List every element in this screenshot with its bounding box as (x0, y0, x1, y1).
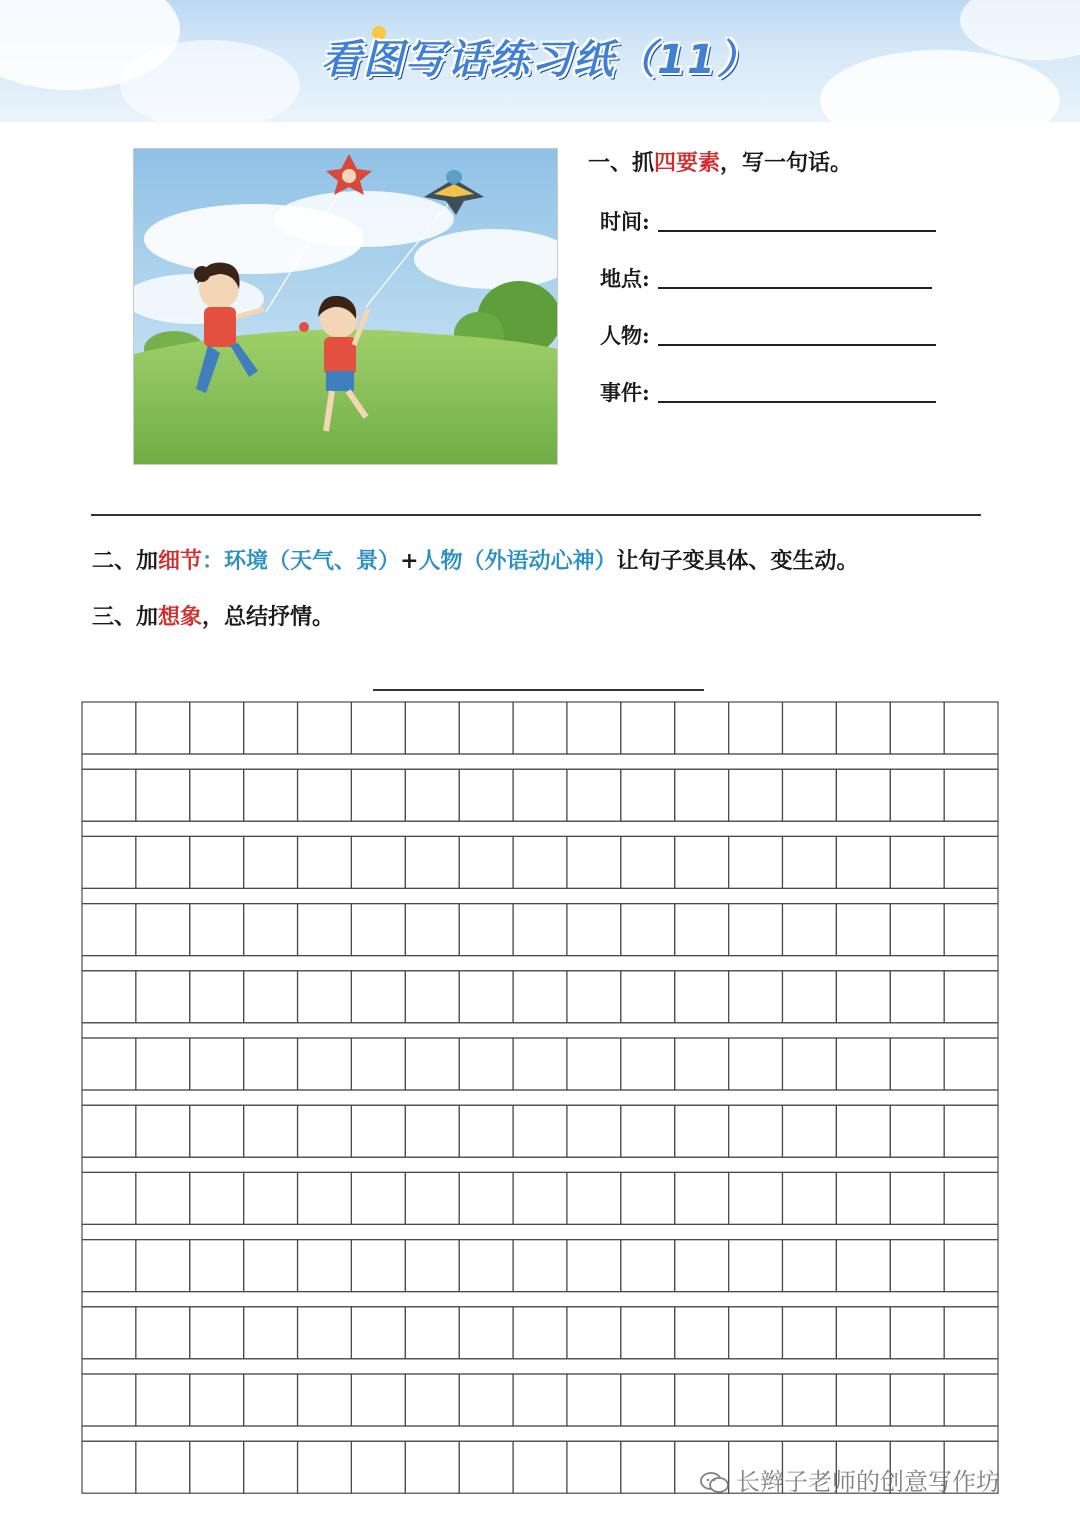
grid-cell[interactable] (136, 1172, 190, 1224)
grid-cell[interactable] (405, 702, 459, 754)
grid-cell[interactable] (890, 1307, 944, 1359)
grid-row-gap (82, 1426, 998, 1441)
grid-cell[interactable] (944, 769, 998, 821)
grid-cell[interactable] (782, 1240, 836, 1292)
grid-cell[interactable] (82, 769, 136, 821)
grid-cell[interactable] (298, 1240, 352, 1292)
grid-cell[interactable] (298, 1038, 352, 1090)
grid-cell[interactable] (675, 904, 729, 956)
field-label: 时间: (600, 209, 650, 234)
watermark-text: 长辫子老师的创意写作坊 (736, 1468, 1000, 1496)
task2-colon: ： (202, 548, 225, 574)
grid-cell[interactable] (82, 1374, 136, 1426)
grid-cell[interactable] (190, 1240, 244, 1292)
grid-cell[interactable] (513, 1105, 567, 1157)
grid-cell[interactable] (944, 1240, 998, 1292)
grid-cell[interactable] (782, 1374, 836, 1426)
grid-cell[interactable] (890, 1038, 944, 1090)
grid-cell[interactable] (351, 1038, 405, 1090)
grid-cell[interactable] (82, 1172, 136, 1224)
grid-cell[interactable] (82, 836, 136, 888)
grid-cell[interactable] (244, 1307, 298, 1359)
grid-cell[interactable] (782, 1038, 836, 1090)
grid-cell[interactable] (190, 1441, 244, 1493)
grid-cell[interactable] (244, 769, 298, 821)
grid-cell[interactable] (351, 1374, 405, 1426)
grid-cell[interactable] (729, 769, 783, 821)
grid-cell[interactable] (890, 1172, 944, 1224)
grid-cell[interactable] (782, 702, 836, 754)
grid-cell[interactable] (944, 702, 998, 754)
grid-row-gap (82, 821, 998, 836)
grid-cell[interactable] (298, 904, 352, 956)
grid-cell[interactable] (298, 1307, 352, 1359)
grid-cell[interactable] (136, 1441, 190, 1493)
grid-cell[interactable] (513, 1240, 567, 1292)
grid-cell[interactable] (459, 836, 513, 888)
task2-person: 人物（外语动心神） (418, 548, 617, 574)
grid-row-gap (82, 1292, 998, 1307)
grid-cell[interactable] (136, 836, 190, 888)
grid-cell[interactable] (675, 1105, 729, 1157)
grid-cell[interactable] (890, 1374, 944, 1426)
wechat-icon (700, 1472, 730, 1494)
grid-cell[interactable] (567, 702, 621, 754)
grid-cell[interactable] (675, 1307, 729, 1359)
grid-cell[interactable] (405, 1441, 459, 1493)
grid-cell[interactable] (136, 1307, 190, 1359)
task1-highlight: 四要素 (654, 150, 721, 176)
grid-cell[interactable] (459, 769, 513, 821)
grid-cell[interactable] (298, 1374, 352, 1426)
grid-cell[interactable] (567, 836, 621, 888)
grid-cell[interactable] (729, 836, 783, 888)
grid-cell[interactable] (675, 1374, 729, 1426)
task2-prefix: 二、加 (92, 548, 159, 574)
grid-cell[interactable] (944, 1307, 998, 1359)
grid-cell[interactable] (567, 1172, 621, 1224)
grid-cell[interactable] (405, 769, 459, 821)
grid-cell[interactable] (621, 1172, 675, 1224)
grid-cell[interactable] (82, 1038, 136, 1090)
grid-cell[interactable] (729, 904, 783, 956)
grid-cell[interactable] (890, 904, 944, 956)
grid-cell[interactable] (729, 1374, 783, 1426)
grid-cell[interactable] (675, 1240, 729, 1292)
grid-cell[interactable] (244, 1240, 298, 1292)
grid-row-gap (82, 1023, 998, 1038)
grid-cell[interactable] (351, 1240, 405, 1292)
grid-cell[interactable] (836, 836, 890, 888)
grid-cell[interactable] (405, 1307, 459, 1359)
grid-cell[interactable] (782, 1105, 836, 1157)
grid-cell[interactable] (729, 1307, 783, 1359)
grid-cell[interactable] (675, 769, 729, 821)
grid-cell[interactable] (459, 1441, 513, 1493)
grid-cell[interactable] (136, 1240, 190, 1292)
task3-prefix: 三、加 (92, 604, 159, 630)
grid-cell[interactable] (351, 1441, 405, 1493)
grid-cell[interactable] (244, 971, 298, 1023)
grid-cell[interactable] (405, 1172, 459, 1224)
grid-cell[interactable] (405, 1038, 459, 1090)
grid-cell[interactable] (513, 769, 567, 821)
grid-cell[interactable] (729, 1240, 783, 1292)
grid-cell[interactable] (621, 1105, 675, 1157)
grid-cell[interactable] (513, 971, 567, 1023)
grid-cell[interactable] (836, 1038, 890, 1090)
grid-cell[interactable] (405, 1374, 459, 1426)
grid-cell[interactable] (82, 971, 136, 1023)
grid-cell[interactable] (136, 904, 190, 956)
grid-cell[interactable] (567, 1105, 621, 1157)
grid-cell[interactable] (782, 904, 836, 956)
grid-cell[interactable] (567, 769, 621, 821)
grid-cell[interactable] (459, 1307, 513, 1359)
grid-cell[interactable] (351, 702, 405, 754)
grid-cell[interactable] (405, 971, 459, 1023)
grid-cell[interactable] (944, 1105, 998, 1157)
grid-cell[interactable] (136, 971, 190, 1023)
grid-cell[interactable] (621, 904, 675, 956)
grid-cell[interactable] (351, 904, 405, 956)
grid-cell[interactable] (621, 971, 675, 1023)
grid-cell[interactable] (513, 1307, 567, 1359)
grid-cell[interactable] (298, 769, 352, 821)
grid-row-gap (82, 1157, 998, 1172)
grid-cell[interactable] (836, 1374, 890, 1426)
grid-cell[interactable] (190, 904, 244, 956)
task2-environment: 环境（天气、景） (224, 548, 401, 574)
grid-cell[interactable] (944, 1172, 998, 1224)
grid-cell[interactable] (244, 836, 298, 888)
field-label: 地点: (600, 266, 650, 291)
grid-cell[interactable] (621, 1441, 675, 1493)
grid-cell[interactable] (836, 1172, 890, 1224)
grid-cell[interactable] (244, 904, 298, 956)
grid-cell[interactable] (836, 971, 890, 1023)
grid-cell[interactable] (567, 904, 621, 956)
task1-suffix: ，写一句话。 (720, 150, 853, 176)
grid-row-gap (82, 1224, 998, 1239)
grid-cell[interactable] (459, 1172, 513, 1224)
grid-cell[interactable] (675, 971, 729, 1023)
grid-cell[interactable] (890, 769, 944, 821)
grid-cell[interactable] (513, 1374, 567, 1426)
grid-cell[interactable] (136, 769, 190, 821)
grid-cell[interactable] (621, 1038, 675, 1090)
grid-cell[interactable] (621, 1240, 675, 1292)
page-title: 看图写话练习纸（11） (321, 37, 759, 83)
grid-cell[interactable] (782, 769, 836, 821)
grid-cell[interactable] (459, 971, 513, 1023)
grid-cell[interactable] (405, 1240, 459, 1292)
grid-cell[interactable] (459, 904, 513, 956)
grid-cell[interactable] (567, 1038, 621, 1090)
grid-cell[interactable] (190, 1038, 244, 1090)
grid-cell[interactable] (729, 971, 783, 1023)
grid-cell[interactable] (190, 1105, 244, 1157)
grid-cell[interactable] (729, 1038, 783, 1090)
grid-cell[interactable] (621, 1374, 675, 1426)
grid-cell[interactable] (244, 1038, 298, 1090)
grid-cell[interactable] (244, 1441, 298, 1493)
grid-cell[interactable] (567, 1441, 621, 1493)
grid-cell[interactable] (136, 1038, 190, 1090)
grid-cell[interactable] (190, 1307, 244, 1359)
grid-cell[interactable] (944, 971, 998, 1023)
grid-cell[interactable] (459, 1374, 513, 1426)
grid-cell[interactable] (621, 702, 675, 754)
grid-cell[interactable] (890, 702, 944, 754)
grid-cell[interactable] (944, 1374, 998, 1426)
task1-prefix: 一、抓 (588, 150, 655, 176)
task2-highlight: 细节 (158, 548, 203, 574)
grid-cell[interactable] (190, 1172, 244, 1224)
grid-cell[interactable] (782, 971, 836, 1023)
grid-cell[interactable] (729, 1105, 783, 1157)
task2-suffix: 让句子变具体、变生动。 (616, 548, 859, 574)
grid-cell[interactable] (298, 702, 352, 754)
grid-cell[interactable] (298, 1172, 352, 1224)
grid-cell[interactable] (405, 904, 459, 956)
grid-cell[interactable] (405, 1105, 459, 1157)
grid-cell[interactable] (944, 904, 998, 956)
grid-cell[interactable] (82, 1240, 136, 1292)
grid-cell[interactable] (513, 1172, 567, 1224)
grid-row-gap (82, 888, 998, 903)
grid-cell[interactable] (513, 1038, 567, 1090)
grid-cell[interactable] (351, 1172, 405, 1224)
grid-cell[interactable] (298, 1441, 352, 1493)
grid-cell[interactable] (82, 702, 136, 754)
grid-cell[interactable] (836, 702, 890, 754)
grid-cell[interactable] (836, 1307, 890, 1359)
grid-row-gap (82, 1090, 998, 1105)
grid-cell[interactable] (890, 971, 944, 1023)
field-label: 人物: (600, 323, 650, 348)
grid-cell[interactable] (459, 702, 513, 754)
grid-cell[interactable] (298, 1105, 352, 1157)
grid-row-gap (82, 956, 998, 971)
grid-cell[interactable] (513, 836, 567, 888)
task3-highlight: 想象 (158, 604, 203, 630)
grid-cell[interactable] (675, 836, 729, 888)
grid-cell[interactable] (513, 904, 567, 956)
task3-suffix: ，总结抒情。 (202, 604, 335, 630)
grid-cell[interactable] (244, 1374, 298, 1426)
grid-cell[interactable] (567, 1240, 621, 1292)
grid-cell[interactable] (405, 836, 459, 888)
grid-cell[interactable] (890, 1240, 944, 1292)
grid-cell[interactable] (513, 1441, 567, 1493)
grid-cell[interactable] (944, 1038, 998, 1090)
grid-cell[interactable] (675, 1172, 729, 1224)
grid-cell[interactable] (459, 1105, 513, 1157)
watermark (700, 1462, 1000, 1497)
grid-cell[interactable] (82, 1307, 136, 1359)
grid-cell[interactable] (459, 1038, 513, 1090)
grid-row-gap (82, 1359, 998, 1374)
grid-cell[interactable] (244, 1105, 298, 1157)
grid-cell[interactable] (836, 904, 890, 956)
grid-cell[interactable] (136, 702, 190, 754)
grid-cell[interactable] (244, 702, 298, 754)
grid-cell[interactable] (82, 1105, 136, 1157)
grid-cell[interactable] (836, 1105, 890, 1157)
grid-cell[interactable] (351, 971, 405, 1023)
grid-cell[interactable] (136, 1105, 190, 1157)
grid-cell[interactable] (729, 1172, 783, 1224)
grid-cell[interactable] (675, 1038, 729, 1090)
grid-cell[interactable] (513, 702, 567, 754)
grid-cell[interactable] (190, 769, 244, 821)
grid-cell[interactable] (82, 1441, 136, 1493)
grid-cell[interactable] (890, 1105, 944, 1157)
grid-cell[interactable] (190, 836, 244, 888)
grid-cell[interactable] (298, 836, 352, 888)
grid-cell[interactable] (782, 836, 836, 888)
grid-cell[interactable] (621, 836, 675, 888)
grid-cell[interactable] (567, 1374, 621, 1426)
grid-cell[interactable] (351, 769, 405, 821)
grid-cell[interactable] (567, 971, 621, 1023)
grid-cell[interactable] (782, 1307, 836, 1359)
grid-cell[interactable] (675, 702, 729, 754)
grid-cell[interactable] (82, 904, 136, 956)
grid-cell[interactable] (890, 836, 944, 888)
grid-cell[interactable] (621, 769, 675, 821)
grid-cell[interactable] (836, 769, 890, 821)
grid-cell[interactable] (836, 1240, 890, 1292)
grid-cell[interactable] (136, 1374, 190, 1426)
grid-cell[interactable] (351, 1105, 405, 1157)
grid-cell[interactable] (351, 1307, 405, 1359)
grid-cell[interactable] (298, 971, 352, 1023)
grid-cell[interactable] (782, 1172, 836, 1224)
field-label: 事件: (600, 380, 650, 405)
task2-plus: + (400, 548, 419, 574)
grid-cell[interactable] (621, 1307, 675, 1359)
grid-cell[interactable] (567, 1307, 621, 1359)
grid-row-gap (82, 754, 998, 769)
grid-cell[interactable] (190, 971, 244, 1023)
grid-cell[interactable] (459, 1240, 513, 1292)
grid-cell[interactable] (190, 702, 244, 754)
grid-cell[interactable] (729, 702, 783, 754)
grid-cell[interactable] (351, 836, 405, 888)
grid-cell[interactable] (190, 1374, 244, 1426)
grid-cell[interactable] (244, 1172, 298, 1224)
grid-cell[interactable] (944, 836, 998, 888)
